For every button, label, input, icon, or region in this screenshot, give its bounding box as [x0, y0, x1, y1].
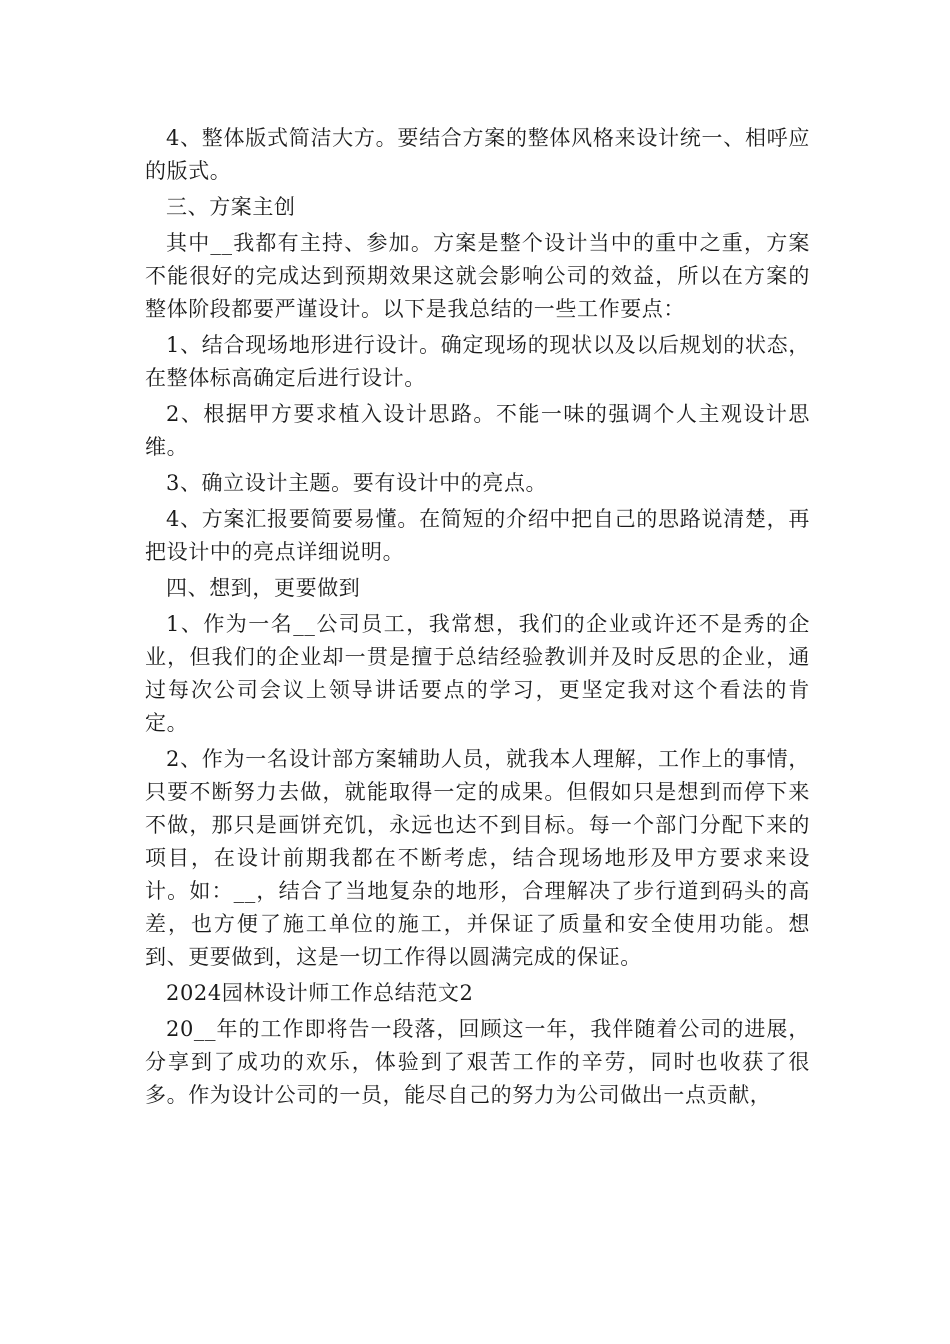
paragraph-year-review: 20__年的工作即将告一段落，回顾这一年，我伴随着公司的进展，分享到了成功的欢乐，体验到了艰苦工作的辛劳，同时也收获了很多。作为设计公司的一员，能尽自己的努力为公司做出一点贡献， — [145, 1017, 810, 1107]
paragraph-point-3: 3、确立设计主题。要有设计中的亮点。 — [166, 471, 548, 495]
paragraph-layout-4: 4、整体版式简洁大方。要结合方案的整体风格来设计统一、相呼应的版式。 — [145, 126, 810, 183]
paragraph-think-1: 1、作为一名__公司员工，我常想，我们的企业或许还不是秀的企业，但我们的企业却一贯是擅于总结经验教训并及时反思的企业，通过每次公司会议上领导讲话要点的学习，更坚定我对这个看法的肯定。 — [145, 612, 810, 735]
section-heading-scheme-creation: 三、方案主创 — [166, 195, 296, 219]
paragraph-point-4: 4、方案汇报要简要易懂。在简短的介绍中把自己的思路说清楚，再把设计中的亮点详细说明。 — [145, 507, 810, 564]
paragraph-point-1: 1、结合现场地形进行设计。确定现场的现状以及以后规划的状态，在整体标高确定后进行设计。 — [145, 333, 810, 390]
paragraph-point-2: 2、根据甲方要求植入设计思路。不能一味的强调个人主观设计思维。 — [145, 402, 810, 459]
document-body — [145, 122, 810, 1112]
paragraph-scheme-intro: 其中__我都有主持、参加。方案是整个设计当中的重中之重，方案不能很好的完成达到预期效果这就会影响公司的效益，所以在方案的整体阶段都要严谨设计。以下是我总结的一些工作要点： — [145, 231, 810, 321]
article-title-2: 2024园林设计师工作总结范文2 — [166, 981, 474, 1005]
section-heading-think-and-do: 四、想到，更要做到 — [166, 576, 361, 600]
paragraph-think-2: 2、作为一名设计部方案辅助人员，就我本人理解，工作上的事情，只要不断努力去做，就能取得一定的成果。但假如只是想到而停下来不做，那只是画饼充饥，永远也达不到目标。每一个部门分配下来的项目，在设计前期我都在不断考虑，结合现场地形及甲方要求来设计。如：__，结合了当地复杂的地形，合理解决了步行道到码头的高差，也方便了施工单位的施工，并保证了质量和安全使用功能。想到、更要做到，这是一切工作得以圆满完成的保证。 — [145, 747, 810, 969]
